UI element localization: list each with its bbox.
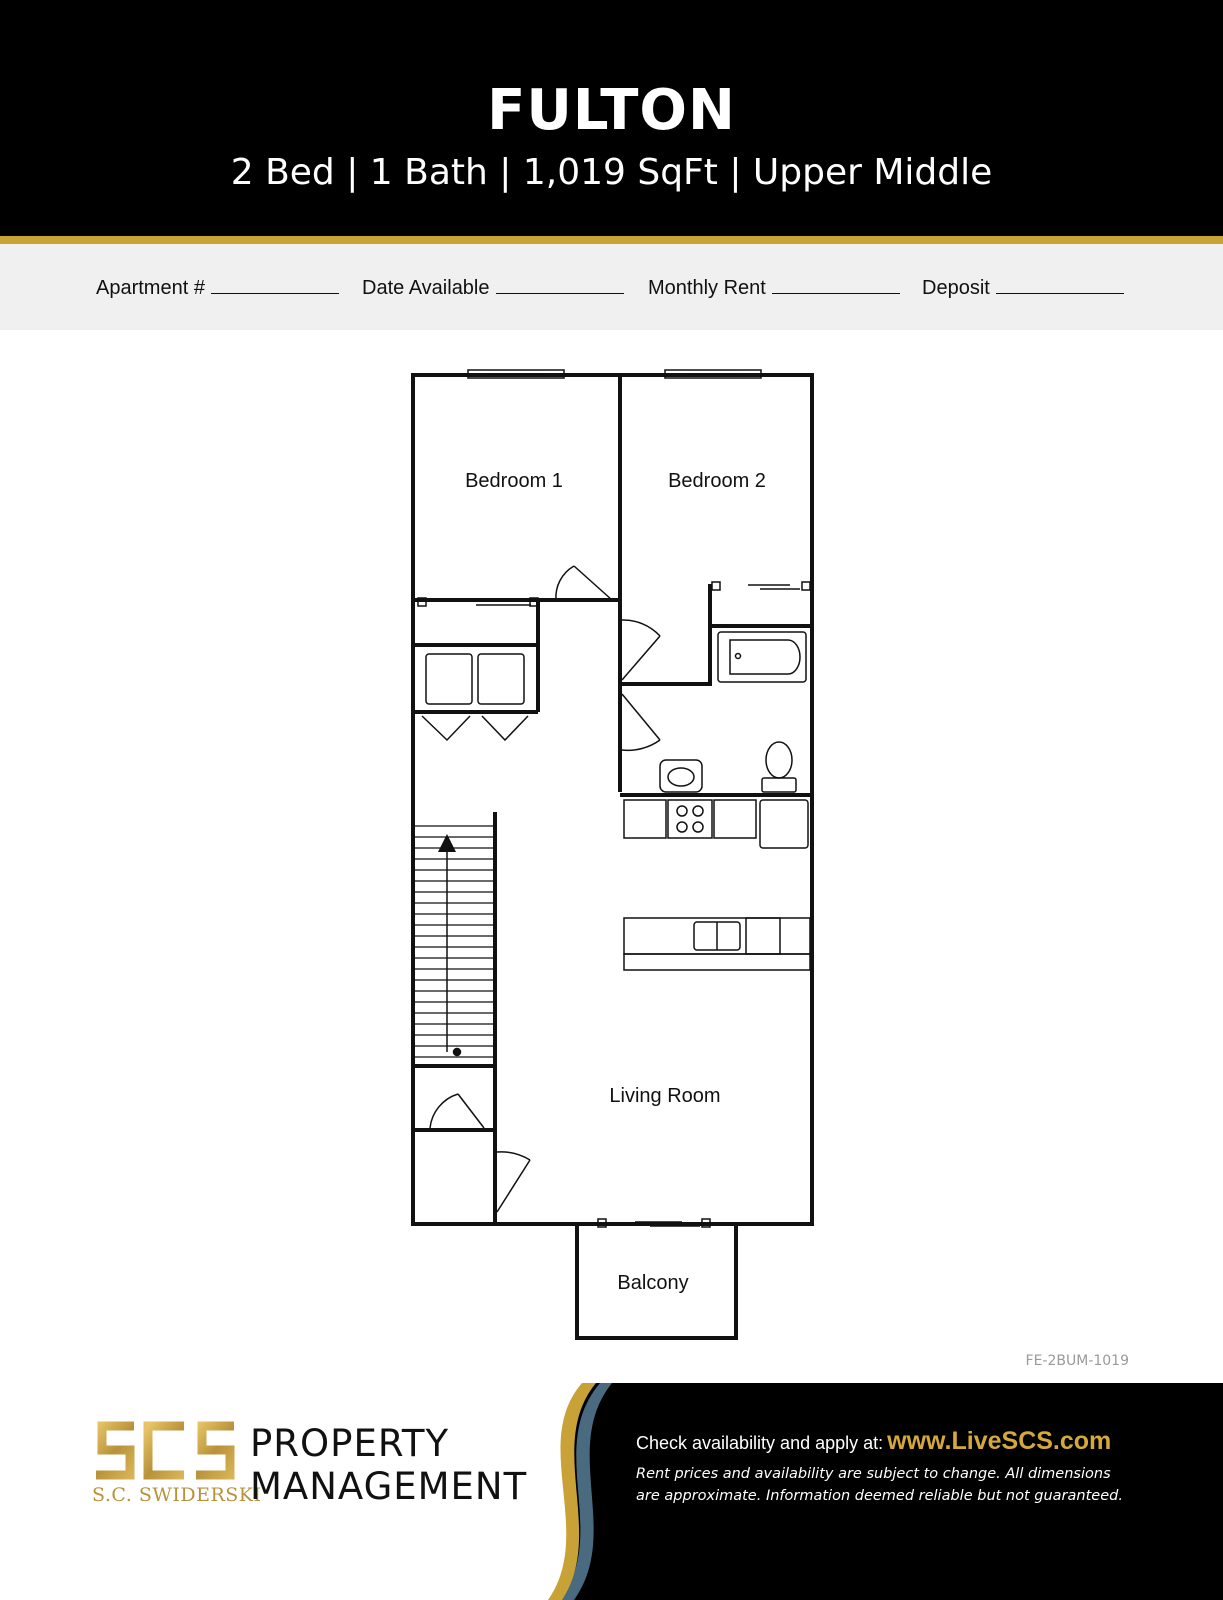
website-link[interactable]: www.LiveSCS.com xyxy=(887,1427,1112,1455)
bedroom-1-label: Bedroom 1 xyxy=(465,470,563,492)
apartment-label: Apartment # xyxy=(96,277,205,299)
brand-line-1: PROPERTY xyxy=(250,1422,450,1465)
brand-line-2: MANAGEMENT xyxy=(250,1465,528,1508)
page-title: FULTON xyxy=(487,78,736,143)
scs-logo-letters: SCS xyxy=(92,1420,95,1421)
bedroom-2-label: Bedroom 2 xyxy=(668,470,766,492)
scs-logo xyxy=(92,1420,242,1482)
deposit-label: Deposit xyxy=(922,277,990,299)
cta-text: Check availability and apply at: xyxy=(636,1433,884,1453)
cta xyxy=(636,1427,1111,1456)
company-name: S.C. SWIDERSKI xyxy=(92,1484,262,1506)
disclaimer: Rent prices and availability are subject to change. All dimensions are approximate. Information deemed reliable but not guaranteed. xyxy=(636,1466,1123,1504)
unit-summary: 2 Bed | 1 Bath | 1,019 SqFt | Upper Middle xyxy=(230,152,993,193)
living-room-label: Living Room xyxy=(609,1085,721,1107)
balcony-label: Balcony xyxy=(617,1272,689,1294)
date-available-label: Date Available xyxy=(362,277,490,299)
stair-treads xyxy=(415,826,493,1057)
plan-code: FE-2BUM-1019 xyxy=(1025,1353,1129,1369)
monthly-rent-label: Monthly Rent xyxy=(648,277,766,299)
